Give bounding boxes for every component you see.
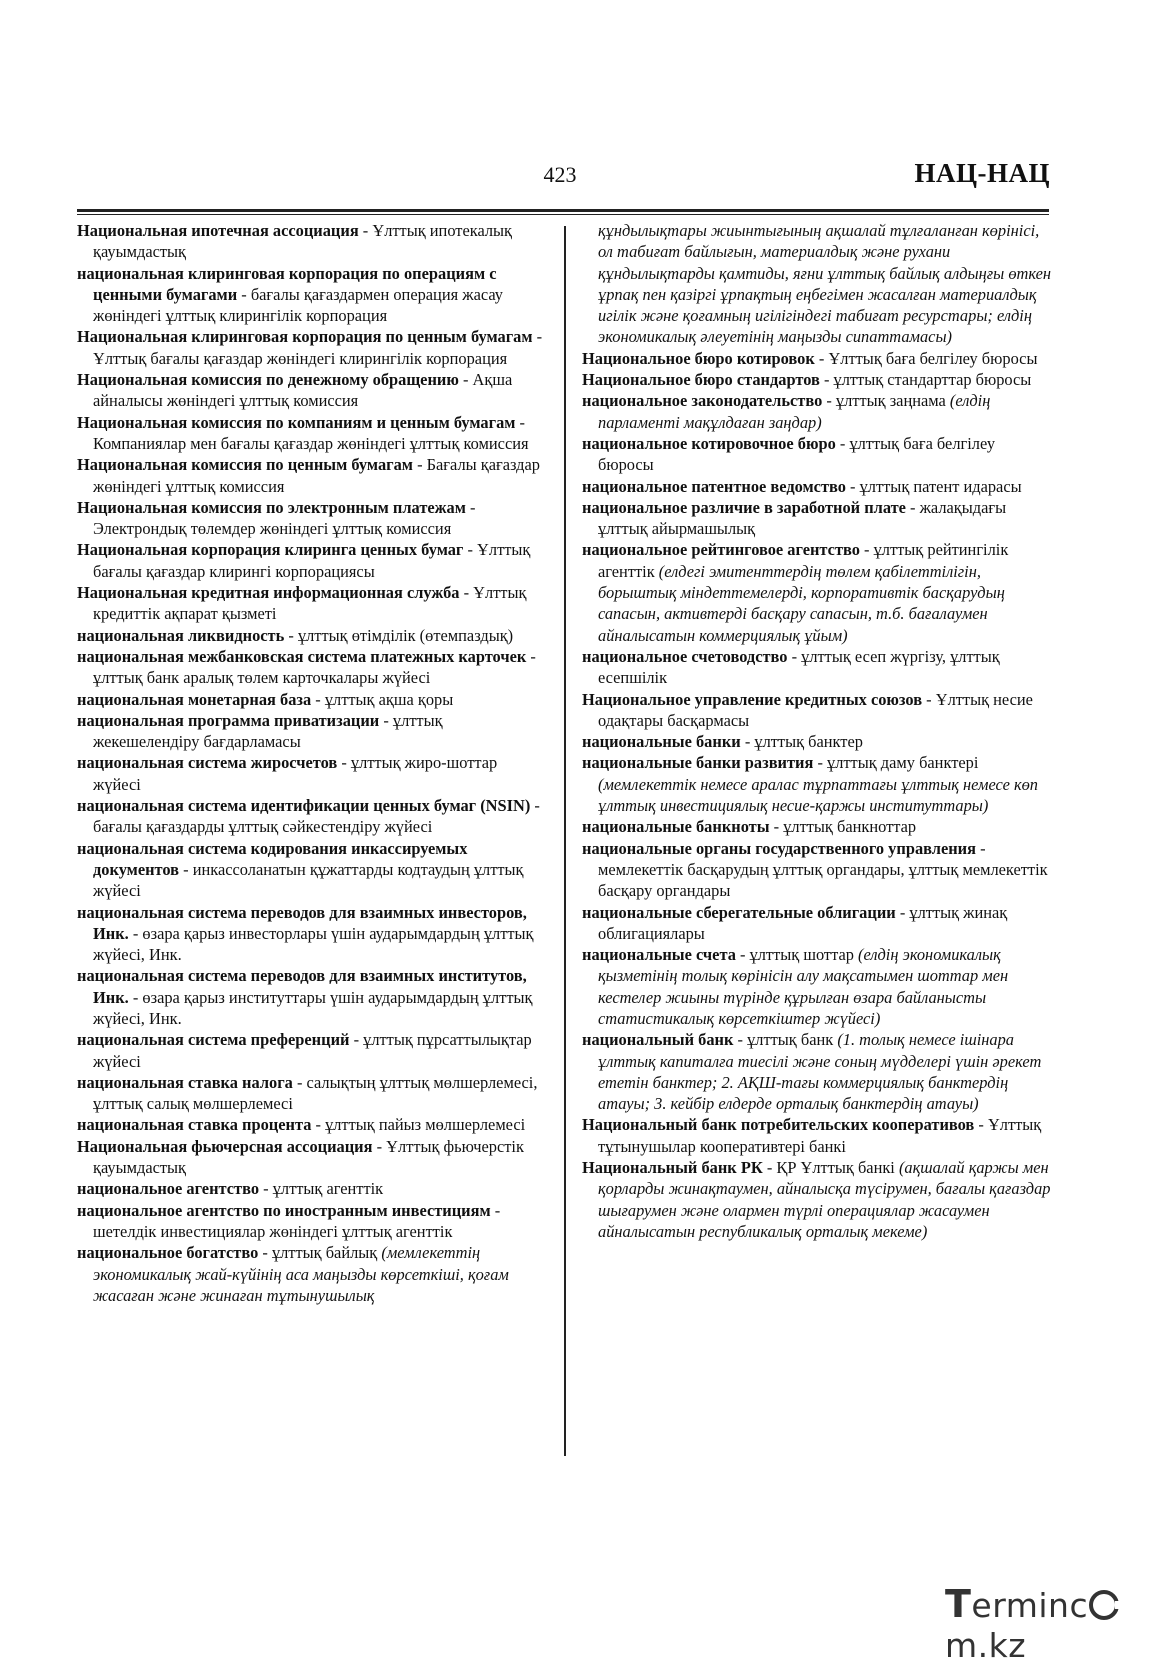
entry-separator: - <box>379 710 393 730</box>
entry-separator: - <box>490 1200 501 1220</box>
entry-note: (елдің парламенті мақұлдаған заңдар) <box>598 391 991 432</box>
entry-translation: ұлттық патент идарасы <box>859 476 1022 496</box>
dictionary-entry <box>582 348 1052 369</box>
entry-term: национальная ставка налога <box>77 1072 293 1092</box>
entry-separator: - <box>128 987 143 1007</box>
dictionary-entry <box>582 390 1052 433</box>
entry-translation: салықтың ұлттық мөлшерлемесі, ұлттық салық мөлшерлемесі <box>93 1072 538 1114</box>
dictionary-entry <box>77 220 544 263</box>
entry-note: (елдегі эмитенттердің төлем қабілеттілігін, борыштық міндеттемелерді, корпоративтік басқарудың сапасын, активтерді басқару сапасын, т.б. бағалаумен айналысатын коммерциялық ұйым) <box>598 561 1005 645</box>
entry-term: Национальная корпорация клиринга ценных бумаг <box>77 540 464 560</box>
entry-term: национальная монетарная база <box>77 689 312 709</box>
dictionary-entry <box>77 263 544 327</box>
entry-term: национальные банкноты <box>582 817 770 837</box>
header-rule-thick <box>77 209 1049 212</box>
entry-separator: - <box>895 902 910 922</box>
entry-separator: - <box>769 817 784 837</box>
entry-term: национальное богатство <box>77 1243 259 1263</box>
entry-separator: - <box>412 455 427 475</box>
entry-term: национальная система кодирования инкассируемых документов <box>77 838 468 879</box>
entry-separator: - <box>787 646 802 666</box>
entry-translation: ұлттық рейтингілік агенттік <box>598 540 1009 581</box>
entry-note: (елдің экономикалық қызметінің толық көрінісін алу мақсатымен шоттар мен кестелер жиыны түрінде құрылған өзара байланысты статистикалық көрсеткіштер жүйесі) <box>598 945 1009 1028</box>
entry-term: национальные счета <box>582 945 736 965</box>
dictionary-entry <box>582 689 1052 732</box>
dictionary-entry <box>77 1242 544 1306</box>
dictionary-entry <box>77 710 544 753</box>
continuation-text: құндылықтары жиынтығының ақшалай тұлғаланған көрінісі, ол табиғат байлығын, материалдық және рухани құндылықтарды қамтиды, яғни ұлттық байлық алдыңғы өткен ұрпақ пен қазіргі ұрпақтың еңбегімен жасалған материалдық игілік және қоғамның игілігіндегі табиғат ресурстары; елдің экономикалық әлеуетінің маңызды сипаттамасы) <box>598 221 1052 347</box>
dictionary-entry <box>77 454 544 497</box>
entry-term: национальное рейтинговое агентство <box>582 540 860 560</box>
entry-separator: - <box>358 221 373 240</box>
entry-translation: Ұлттық ипотекалық қауымдастық <box>93 221 513 262</box>
entry-term: Национальная комиссия по денежному обращению <box>77 370 459 390</box>
entry-translation: ұлттық пұрсаттылықтар жүйесі <box>93 1030 532 1071</box>
dictionary-entry <box>582 497 1052 540</box>
entry-translation: ұлттық баға белгілеу бюросы <box>598 433 996 475</box>
entry-term: национальная межбанковская система платежных карточек <box>77 646 527 666</box>
dictionary-entry <box>582 539 1052 645</box>
dictionary-entry <box>77 1178 544 1199</box>
entry-note: (мемлекеттік немесе аралас тұрпаттағы ұлттық немесе көп ұлттық инвестициялық несие-қаржы институттары) <box>598 774 1039 816</box>
logo-text-mid: erminc <box>971 1586 1089 1625</box>
entry-separator: - <box>284 625 298 645</box>
entry-translation: ұлттық шоттар <box>749 945 854 965</box>
entry-term: Национальная ипотечная ассоциация <box>77 221 359 240</box>
termincom-logo <box>945 1582 1158 1665</box>
dictionary-entry <box>582 944 1052 1029</box>
entry-term: национальные органы государственного управления <box>582 838 976 858</box>
entry-separator: - <box>372 1136 387 1156</box>
entry-separator: - <box>258 1243 272 1263</box>
entry-term: национальная ставка процента <box>77 1115 312 1135</box>
entry-term: национальное котировочное бюро <box>582 433 836 453</box>
entry-separator: - <box>532 327 543 347</box>
entry-separator: - <box>179 859 193 879</box>
dictionary-entry <box>582 1157 1052 1242</box>
entry-term: национальная система переводов для взаимных институтов, Инк. <box>77 966 527 1007</box>
entry-translation: бағалы қағаздарды ұлттық сәйкестендіру жүйесі <box>93 817 433 837</box>
entry-translation: Компаниялар мен бағалы қағаздар жөніндегі ұлттық комиссия <box>93 433 529 453</box>
entry-separator: - <box>813 753 828 773</box>
entry-term: Национальная комиссия по электронным платежам <box>77 497 466 517</box>
entry-term: Национальное бюро стандартов <box>582 370 820 390</box>
entry-translation: жалақыдағы ұлттық айырмашылық <box>598 497 1007 539</box>
dictionary-entry <box>77 795 544 838</box>
entry-term: национальная ликвидность <box>77 625 285 645</box>
entry-term: национальный банк <box>582 1030 734 1050</box>
dictionary-entry <box>582 433 1052 476</box>
entry-note: (мемлекеттің экономикалық жай-күйінің аса маңызды көрсеткіші, қоғам жасаған және жинаған тұтынушылық <box>93 1243 509 1305</box>
entry-separator: - <box>237 284 251 304</box>
entry-term: национальное счетоводство <box>582 646 788 666</box>
dictionary-entry <box>77 412 544 455</box>
entry-translation: ұлттық жекешелендіру бағдарламасы <box>93 710 443 752</box>
entry-note: (ақшалай қаржы мен қорларды жинақтаумен, айналысқа түсірумен, бағалы қағаздар шығарумен және олармен түрлі операциялар жасаумен айналысатын республикалық орталық мекеме) <box>598 1158 1051 1241</box>
logo-letter-t: T <box>945 1582 972 1626</box>
dictionary-entry <box>77 838 544 902</box>
entry-term: национальная система идентификации ценных бумаг (NSIN) <box>77 796 531 816</box>
dictionary-entry <box>77 1114 544 1135</box>
dictionary-entry <box>582 752 1052 816</box>
dictionary-entry <box>582 646 1052 689</box>
entry-translation: ұлттық пайыз мөлшерлемесі <box>325 1115 526 1135</box>
entry-separator: - <box>733 1030 748 1050</box>
dictionary-entry <box>582 838 1052 902</box>
dictionary-entry <box>582 1029 1052 1114</box>
entry-separator: - <box>814 348 829 368</box>
entry-note: (1. толық немесе ішінара ұлттық капиталға тиесілі және соның мүдделері үшін әрекет ететін банктер; 2. АҚШ-тағы коммерциялық банктердің атауы; 3. кейбір елдерде орталық банктердің атауы) <box>598 1030 1042 1114</box>
entry-translation: Ұлттық несие одақтары басқармасы <box>598 689 1033 730</box>
dictionary-entry <box>582 731 1052 752</box>
right-column <box>582 220 1052 1242</box>
entry-term: Национальное управление кредитных союзов <box>582 689 923 709</box>
entry-separator: - <box>835 433 850 453</box>
entry-separator: - <box>922 689 936 709</box>
entry-term: национальные банки <box>582 732 741 752</box>
entry-translation: Ұлттық баға белгілеу бюросы <box>828 348 1038 368</box>
entry-term: Национальное бюро котировок <box>582 348 815 368</box>
logo-text-end: m.kz <box>945 1626 1027 1665</box>
entry-separator: - <box>311 689 325 709</box>
header-rule-thin <box>77 214 1049 215</box>
entry-translation: Бағалы қағаздар жөніндегі ұлттық комиссия <box>93 455 540 496</box>
entry-translation: инкассоланатын құжаттарды кодтаудың ұлттық жүйесі <box>93 859 524 901</box>
entry-term: национальное агентство <box>77 1179 260 1199</box>
entry-term: национальные банки развития <box>582 753 814 773</box>
entry-separator: - <box>459 583 474 603</box>
dictionary-entry <box>77 965 544 1029</box>
entry-separator: - <box>859 540 874 560</box>
entry-translation: ұлттық агенттік <box>272 1179 384 1199</box>
entry-term: Национальная комиссия по ценным бумагам <box>77 455 413 475</box>
left-column <box>77 220 544 1306</box>
entry-term: национальное различие в заработной плате <box>582 497 906 517</box>
dictionary-entry <box>77 625 544 646</box>
entry-separator: - <box>465 497 476 517</box>
entry-separator: - <box>905 497 920 517</box>
dictionary-entry <box>77 582 544 625</box>
entry-separator: - <box>311 1115 326 1135</box>
dictionary-entry <box>582 1114 1052 1157</box>
entry-term: национальные сберегательные облигации <box>582 902 896 922</box>
entry-separator: - <box>530 796 540 816</box>
entry-separator: - <box>845 476 860 496</box>
entry-translation: ұлттық байлық <box>271 1243 378 1263</box>
entry-separator: - <box>259 1179 273 1199</box>
dictionary-entry <box>582 369 1052 390</box>
entry-translation: мемлекеттік басқарудың ұлттық органдары, ұлттық мемлекеттік басқару органдары <box>598 859 1048 901</box>
dictionary-entry <box>77 497 544 540</box>
entry-translation: ұлттық өтімділік (өтемпаздық) <box>297 625 514 645</box>
dictionary-entry <box>77 539 544 582</box>
entry-translation: ұлттық банк аралық төлем карточкалары жүйесі <box>93 668 431 688</box>
entry-translation: өзара қарыз инвесторлары үшін аударымдардың ұлттық жүйесі, Инк. <box>93 923 534 965</box>
entry-translation: Ақша айналысы жөніндегі ұлттық комиссия <box>93 370 513 411</box>
entry-translation: Электрондық төлемдер жөніндегі ұлттық комиссия <box>93 519 452 539</box>
entry-term: национальное законодательство <box>582 391 823 411</box>
entry-translation: ұлттық заңнама <box>835 391 946 411</box>
entry-term: Национальная клиринговая корпорация по ценным бумагам <box>77 327 533 347</box>
entry-separator: - <box>735 945 750 965</box>
entry-term: Национальная комиссия по компаниям и ценным бумагам <box>77 412 516 432</box>
entry-translation: ұлттық банкноттар <box>783 817 917 837</box>
entry-translation: Ұлттық бағалы қағаздар клирингі корпорациясы <box>93 540 531 581</box>
entry-separator: - <box>458 370 473 390</box>
entry-translation: шетелдік инвестициялар жөніндегі ұлттық агенттік <box>93 1221 453 1241</box>
entry-term: национальная система преференций <box>77 1030 350 1050</box>
page-number: 423 <box>543 162 577 187</box>
entry-separator: - <box>526 646 536 666</box>
entry-term: Национальный банк потребительских кооперативов <box>582 1115 975 1135</box>
entry-term: Национальный банк РК <box>582 1158 763 1178</box>
entry-separator: - <box>292 1072 307 1092</box>
entry-translation: өзара қарыз институттары үшін аударымдардың ұлттық жүйесі, Инк. <box>93 987 533 1028</box>
entry-translation: Ұлттық фьючерстік қауымдастық <box>93 1136 524 1178</box>
dictionary-entry <box>582 902 1052 945</box>
dictionary-entry <box>77 369 544 412</box>
entry-separator: - <box>822 391 836 411</box>
dictionary-entry <box>77 326 544 369</box>
entry-term: национальная программа приватизации <box>77 710 380 730</box>
entry-translation: ұлттық банк <box>747 1030 834 1050</box>
dictionary-entry <box>77 1029 544 1072</box>
entry-translation: Ұлттық бағалы қағаздар жөніндегі клирингілік корпорация <box>93 348 508 368</box>
entry-term: национальное агентство по иностранным инвестициям <box>77 1200 491 1220</box>
dictionary-entry <box>77 752 544 795</box>
dictionary-entry <box>77 902 544 966</box>
entry-translation: ұлттық жинақ облигациялары <box>598 902 1008 943</box>
entry-separator: - <box>349 1030 364 1050</box>
entry-translation: ұлттық банктер <box>754 732 863 752</box>
dictionary-entry <box>77 1200 544 1243</box>
dictionary-entry <box>582 816 1052 837</box>
entry-term: Национальная фьючерсная ассоциация <box>77 1136 373 1156</box>
entry-separator: - <box>515 412 525 432</box>
entry-term: национальное патентное ведомство <box>582 476 846 496</box>
entry-separator: - <box>976 838 986 858</box>
entry-separator: - <box>128 923 143 943</box>
entry-translation: ұлттық есеп жүргізу, ұлттық есепшілік <box>598 646 1000 688</box>
entry-translation: ұлттық даму банктері <box>827 753 979 773</box>
entry-translation: Ұлттық кредиттік ақпарат қызметі <box>93 583 527 624</box>
running-head: НАЦ-НАЦ <box>914 158 1050 188</box>
entry-separator: - <box>740 732 755 752</box>
entry-separator: - <box>337 753 351 773</box>
entry-separator: - <box>819 370 834 390</box>
logo-o-icon <box>1089 1590 1119 1620</box>
dictionary-entry <box>77 1072 544 1115</box>
dictionary-entry <box>582 476 1052 497</box>
entry-translation: Ұлттық тұтынушылар кооперативтері банкі <box>598 1115 1042 1156</box>
entry-separator: - <box>762 1158 777 1178</box>
entry-translation: ұлттық жиро-шоттар жүйесі <box>93 753 498 794</box>
dictionary-entry <box>77 689 544 710</box>
dictionary-entry <box>77 1136 544 1179</box>
column-divider <box>564 226 566 1456</box>
entry-term: национальная система переводов для взаимных инвесторов, Инк. <box>77 902 527 943</box>
entry-term: национальная система жиросчетов <box>77 753 338 773</box>
entry-term: национальная клиринговая корпорация по операциям с ценными бумагами <box>77 263 497 304</box>
entry-translation: бағалы қағаздармен операция жасау жөніндегі ұлттық клирингілік корпорация <box>93 284 503 326</box>
entry-term: Национальная кредитная информационная служба <box>77 583 460 603</box>
entry-translation: ұлттық стандарттар бюросы <box>833 370 1032 390</box>
entry-translation: ұлттық ақша қоры <box>324 689 454 709</box>
entry-separator: - <box>974 1115 988 1135</box>
dictionary-entry <box>77 646 544 689</box>
entry-translation: ҚР Ұлттық банкі <box>776 1158 895 1178</box>
entry-separator: - <box>463 540 478 560</box>
